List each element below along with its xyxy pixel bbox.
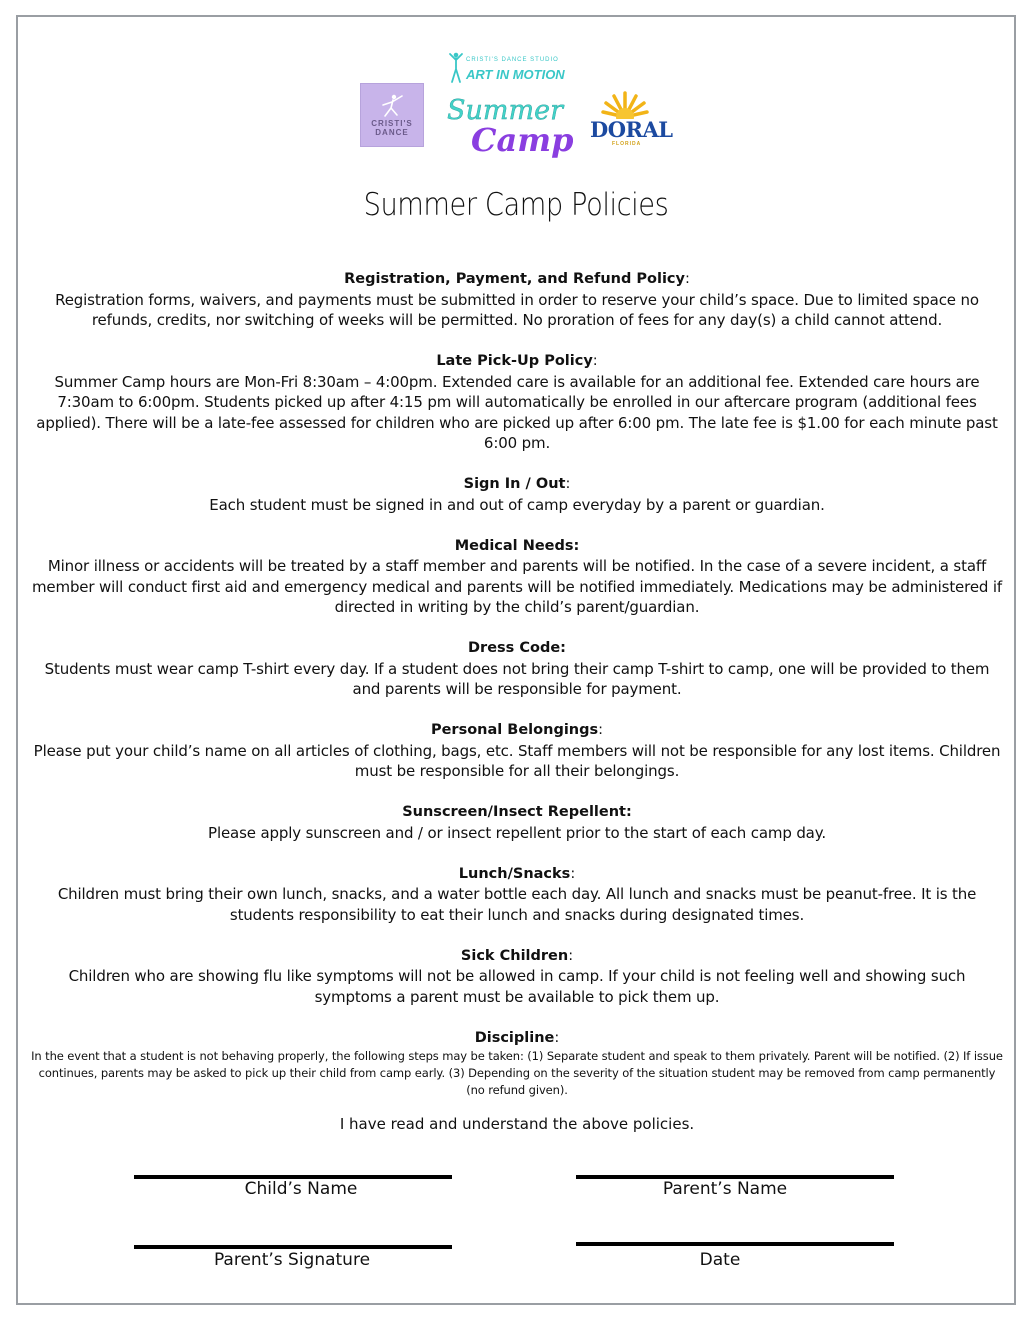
section-body: Minor illness or accidents will be treated by a staff member and parents will be notified. In the case of a severe incident, a staff member will conduct first aid and emergency medical and parents will be notified immediately. Medications may be administered if directed in writing by the child’s parent/guardian. (31, 557, 1003, 616)
sun-icon (600, 89, 650, 119)
section-heading: Sign In / Out: (463, 476, 571, 492)
page-title: Summer Camp Policies (363, 187, 669, 223)
section-heading: Sick Children: (460, 947, 574, 964)
policy-section-late-pickup (30, 351, 1004, 454)
date-line[interactable] (576, 1242, 894, 1246)
section-heading: Late Pick-Up Policy: (436, 353, 598, 369)
section-body: Registration forms, waivers, and payments must be submitted in order to reserve your child’s space. Due to limited space no refunds, credits, nor switching of weeks will be permitted. No proration of fees for any day(s) a child cannot attend. (55, 290, 979, 329)
section-heading: Lunch/Snacks: (458, 865, 576, 882)
dancer-icon (377, 93, 407, 119)
section-body: Each student must be signed in and out of camp everyday by a parent or guardian. (209, 495, 825, 514)
section-body: Children must bring their own lunch, snacks, and a water bottle each day. All lunch and snacks must be peanut-free. It is the students responsibility to eat their lunch and snacks during designated times. (57, 885, 977, 924)
policy-content (30, 269, 1004, 1135)
policy-document (16, 15, 1016, 1305)
art-in-motion-title: ART IN MOTION (466, 67, 565, 82)
art-in-motion-subtitle: CRISTI'S DANCE STUDIO (466, 57, 559, 63)
policy-section-sign-in-out (30, 474, 1004, 515)
section-heading: Registration, Payment, and Refund Policy: (344, 271, 690, 287)
parent-name-label: Parent’s Name (662, 1179, 788, 1199)
date-label: Date (699, 1250, 741, 1270)
policy-section-registration (30, 269, 1004, 331)
policy-section-medical (30, 536, 1004, 618)
summer-camp-logo (443, 89, 573, 161)
cristis-dance-logo-text: CRISTI'S DANCE (371, 119, 413, 137)
section-heading: Personal Belongings: (430, 722, 604, 738)
section-body: Students must wear camp T-shirt every day. If a student does not bring their camp T-shirt to camp, one will be provided to them and parents will be responsible for payment. (44, 659, 990, 698)
section-heading: Discipline: (474, 1029, 560, 1046)
section-body: Children who are showing flu like symptoms will not be allowed in camp. If your child is not feeling well and showing such symptoms a parent must be available to pick them up. (68, 967, 966, 1006)
parent-signature-label: Parent’s Signature (213, 1250, 371, 1270)
policy-section-dress-code (30, 638, 1004, 700)
cristis-dance-logo (360, 83, 424, 147)
child-name-label: Child’s Name (244, 1179, 358, 1199)
policy-section-sunscreen (30, 802, 1004, 843)
doral-logo (586, 89, 673, 161)
section-heading: Sunscreen/Insect Repellent: (402, 804, 632, 820)
doral-logo-name: DORAL (590, 117, 673, 142)
policy-section-sick-children (30, 946, 1004, 1008)
parent-signature-line[interactable] (134, 1245, 452, 1249)
section-body: Please apply sunscreen and / or insect repellent prior to the start of each camp day. (208, 823, 826, 842)
section-heading: Dress Code: (468, 640, 566, 656)
policy-section-lunch (30, 864, 1004, 926)
policy-section-belongings (30, 720, 1004, 782)
policy-section-discipline (30, 1028, 1004, 1100)
section-body: Please put your child’s name on all articles of clothing, bags, etc. Staff members will not be responsible for any lost items. Children must be responsible for all their belongings. (33, 741, 1001, 780)
section-body: Summer Camp hours are Mon-Fri 8:30am – 4:00pm. Extended care is available for an additional fee. Extended care hours are 7:30am to 6:00pm. Students picked up after 4:15 pm will automatically be enrolled in our aftercare program (additional fees applied). There will be a late-fee assessed for children who are picked up after 6:00 pm. The late fee is $1.00 for each minute past 6:00 pm. (36, 372, 998, 452)
section-heading: Medical Needs: (454, 537, 580, 554)
summer-camp-wordmark (443, 89, 573, 161)
camp-word: Camp (471, 121, 573, 159)
summer-word: Summer (447, 95, 563, 126)
dancer-figure-icon (448, 52, 464, 84)
doral-logo-sub: FLORIDA (612, 141, 642, 147)
section-body: In the event that a student is not behaving properly, the following steps may be taken: (1) Separate student and speak to them privately. Parent will be notified. (2) If issue continues, parents may be asked to pick up their child from camp early. (3) Depending on the severity of the situation student may be removed from camp permanently (no refund given). (31, 1049, 1003, 1097)
acknowledgement-text: I have read and understand the above policies. (339, 1115, 695, 1133)
